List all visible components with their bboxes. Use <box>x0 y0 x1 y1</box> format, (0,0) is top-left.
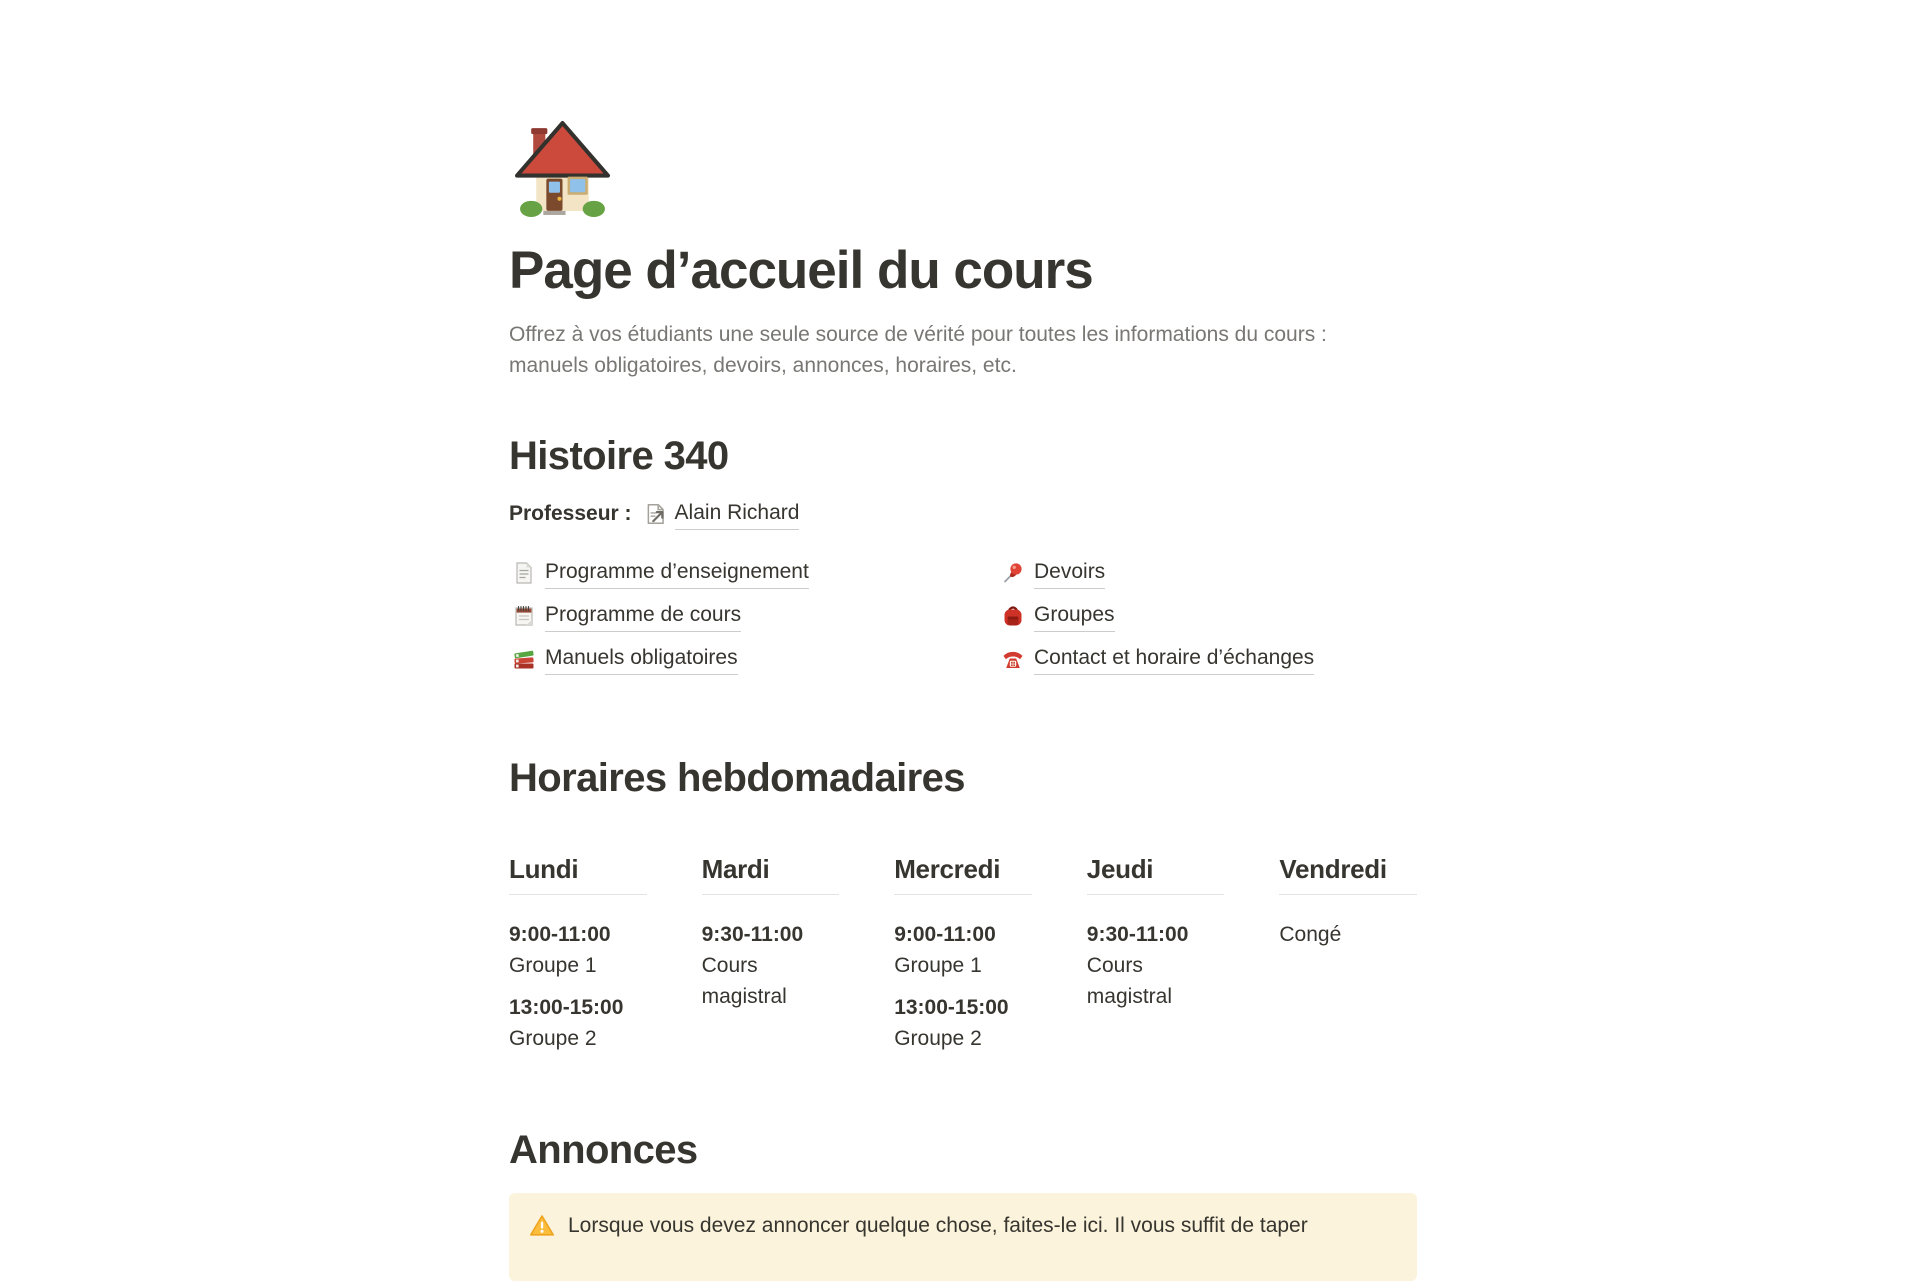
page-link-icon <box>644 502 668 526</box>
books-icon <box>512 647 536 671</box>
page-facing-up-icon <box>512 561 536 585</box>
link-label: Manuels obligatoires <box>545 642 738 675</box>
link-programme-enseignement[interactable] <box>509 556 928 589</box>
schedule-entry <box>702 919 840 1012</box>
day-column-mercredi <box>894 854 1032 1065</box>
spiral-notepad-icon <box>512 604 536 628</box>
link-contact-horaire-echanges[interactable] <box>998 642 1417 675</box>
entry-time: 13:00-15:00 <box>509 996 624 1019</box>
link-label: Programme de cours <box>545 599 741 632</box>
entry-label: Cours magistral <box>701 954 787 1008</box>
entry-label: Groupe 1 <box>509 954 597 977</box>
quick-links-right-column <box>998 556 1417 685</box>
course-home-page <box>509 0 1417 1281</box>
day-name: Lundi <box>509 854 579 884</box>
entry-time: 9:30-11:00 <box>1086 923 1189 946</box>
entry-label: Groupe 2 <box>509 1027 597 1050</box>
day-name: Jeudi <box>1086 854 1154 884</box>
entry-label: Groupe 2 <box>894 1027 982 1050</box>
link-label: Devoirs <box>1034 556 1105 589</box>
entry-time: 13:00-15:00 <box>894 996 1009 1019</box>
day-entries <box>1087 919 1225 1012</box>
professor-page-link[interactable] <box>644 497 800 530</box>
schedule-entry <box>1087 919 1225 1012</box>
link-manuels-obligatoires[interactable] <box>509 642 928 675</box>
day-name: Mercredi <box>894 854 1001 884</box>
pushpin-icon <box>1001 561 1025 585</box>
quick-links-left-column <box>509 556 928 685</box>
professor-name-link: Alain Richard <box>675 497 800 530</box>
warning-icon <box>529 1213 555 1239</box>
link-label: Programme d’enseignement <box>545 556 809 589</box>
day-divider <box>1279 894 1417 895</box>
entry-label: Cours magistral <box>1086 954 1172 1008</box>
backpack-icon <box>1001 604 1025 628</box>
entry-time: 9:00-11:00 <box>509 923 611 946</box>
schedule-entry <box>509 919 647 981</box>
entry-label: Congé <box>1279 923 1342 946</box>
link-devoirs[interactable] <box>998 556 1417 589</box>
day-entries <box>702 919 840 1012</box>
day-entries <box>894 919 1032 1054</box>
page-description: Offrez à vos étudiants une seule source de vérité pour toutes les informations du cours : manuels obligatoires, devoirs, annonces, horaires, etc. <box>509 323 1327 377</box>
link-label: Groupes <box>1034 599 1115 632</box>
day-name: Vendredi <box>1279 854 1387 884</box>
announcement-callout <box>509 1193 1417 1281</box>
schedule-entry <box>1279 919 1417 950</box>
schedule-heading: Horaires hebdomadaires <box>509 756 965 800</box>
link-programme-de-cours[interactable] <box>509 599 928 632</box>
day-column-mardi <box>702 854 840 1065</box>
telephone-icon <box>1001 647 1025 671</box>
day-divider <box>894 894 1032 895</box>
day-column-jeudi <box>1087 854 1225 1065</box>
house-icon[interactable] <box>512 118 613 219</box>
link-label: Contact et horaire d’échanges <box>1034 642 1314 675</box>
professor-line <box>509 497 1417 530</box>
entry-time: 9:00-11:00 <box>894 923 996 946</box>
schedule-entry <box>509 992 647 1054</box>
professor-label: Professeur : <box>509 502 632 525</box>
day-column-lundi <box>509 854 647 1065</box>
link-groupes[interactable] <box>998 599 1417 632</box>
page-title: Page d’accueil du cours <box>509 241 1093 300</box>
house-icon-graphic <box>512 118 613 219</box>
day-column-vendredi <box>1279 854 1417 1065</box>
day-entries <box>1279 919 1417 950</box>
course-heading: Histoire 340 <box>509 434 729 478</box>
day-entries <box>509 919 647 1054</box>
schedule-entry <box>894 992 1032 1054</box>
day-divider <box>702 894 840 895</box>
announcements-heading: Annonces <box>509 1128 698 1172</box>
callout-text: Lorsque vous devez annoncer quelque chose, faites-le ici. Il vous suffit de taper <box>568 1214 1308 1237</box>
day-divider <box>509 894 647 895</box>
quick-links <box>509 556 1417 685</box>
entry-time: 9:30-11:00 <box>701 923 804 946</box>
weekly-schedule <box>509 854 1417 1065</box>
day-name: Mardi <box>701 854 770 884</box>
schedule-entry <box>894 919 1032 981</box>
day-divider <box>1087 894 1225 895</box>
entry-label: Groupe 1 <box>894 954 982 977</box>
